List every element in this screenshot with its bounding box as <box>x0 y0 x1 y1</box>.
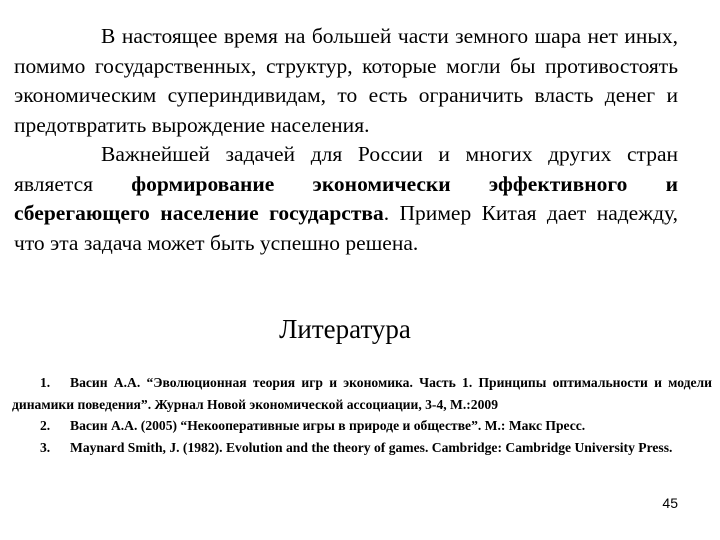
reference-number: 1. <box>40 375 51 390</box>
paragraph-2-end: . Пример Китая дает надежду, что эта задача может быть успешно решена. <box>14 201 678 255</box>
main-text <box>14 22 678 258</box>
reference-text: Васин А.А. “Эволюционная теория игр и экономика. Часть 1. Принципы оптимальности и модели динамики поведения”. Журнал Новой экономической ассоциации, 3-4, М.:2009 <box>12 375 712 412</box>
reference-number: 2. <box>40 418 51 433</box>
paragraph-2-emphasis: формирование экономически эффективного и сберегающего население государства <box>14 171 678 225</box>
reference-text: Васин А.А. (2005) “Некооперативные игры в природе и обществе”. М.: Макс Пресс. <box>70 418 586 433</box>
paragraph-1: В настоящее время на большей части земного шара нет иных, помимо государственных, структур, которые могли бы противостоять экономическим супериндивидам, то есть ограничить власть денег и предотвратить вырождение населения. <box>14 24 678 137</box>
reference-text: Maynard Smith, J. (1982). Evolution and the theory of games. Cambridge: Cambridge University Press. <box>70 439 673 455</box>
reference-list <box>12 372 712 458</box>
paragraph-2-start: Важнейшей задачей для России и многих других стран является <box>14 142 678 196</box>
reference-item <box>12 437 712 459</box>
reference-number: 3. <box>40 439 51 455</box>
reference-item <box>12 415 712 437</box>
page-number: 45 <box>662 495 678 511</box>
literature-heading: Литература <box>279 314 411 344</box>
paragraph-2 <box>14 140 678 258</box>
reference-item <box>12 372 712 415</box>
